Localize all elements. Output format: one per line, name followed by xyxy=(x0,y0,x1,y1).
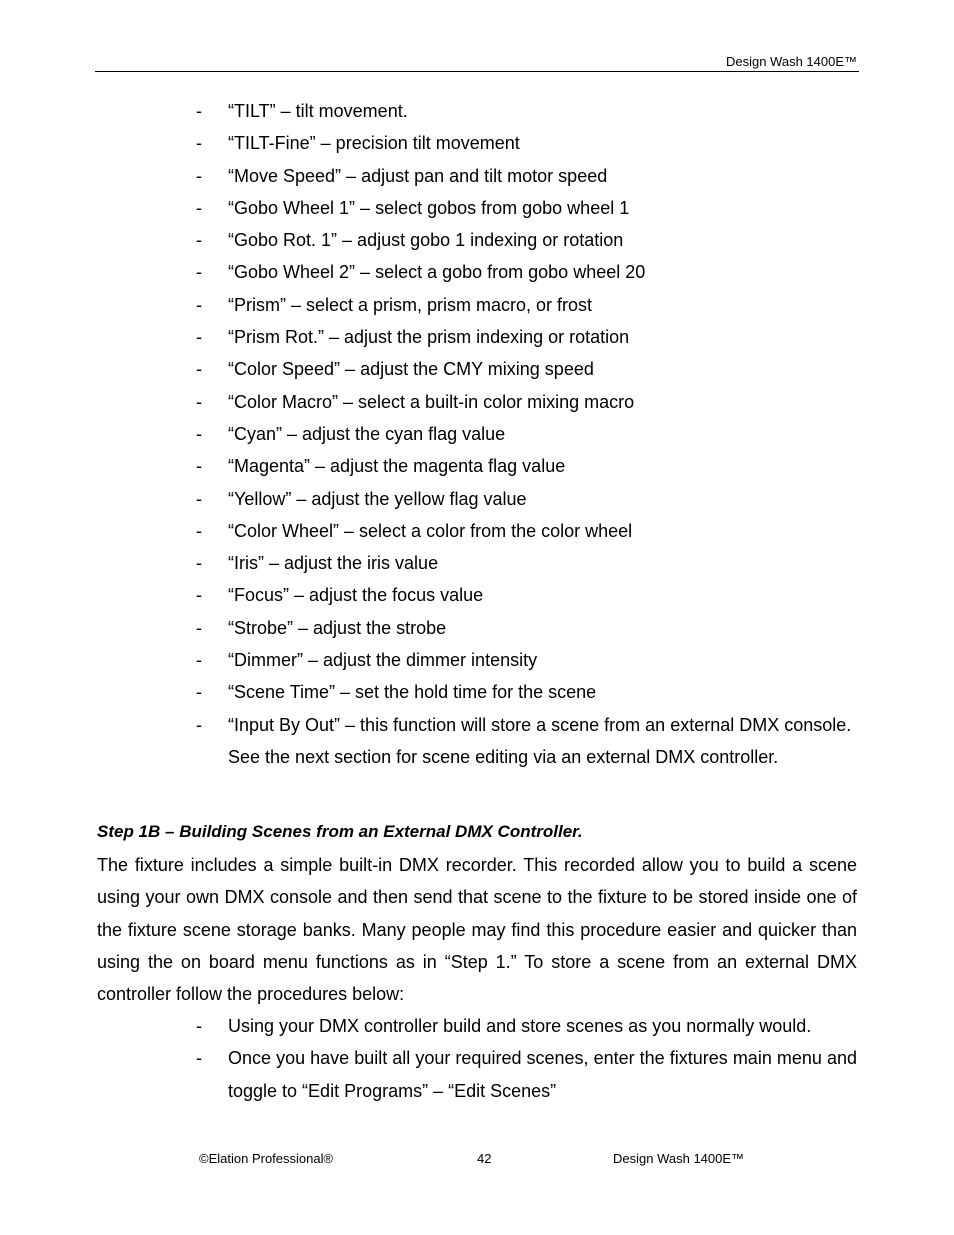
bullet-dash: - xyxy=(196,553,202,574)
list-item-text: “Scene Time” – set the hold time for the scene xyxy=(228,682,597,703)
list-item-text: “Prism” – select a prism, prism macro, or frost xyxy=(228,294,593,315)
list-item xyxy=(196,192,861,224)
list-item xyxy=(196,612,861,644)
bullet-dash: - xyxy=(196,650,202,671)
list-item xyxy=(196,127,861,159)
list-item xyxy=(196,353,861,385)
list-item-text: “Move Speed” – adjust pan and tilt motor speed xyxy=(228,165,608,186)
list-item xyxy=(196,256,861,288)
list-item xyxy=(196,644,861,676)
list-item xyxy=(196,224,861,256)
list-item-text: “Gobo Wheel 2” – select a gobo from gobo wheel 20 xyxy=(228,262,646,283)
header-rule xyxy=(95,71,859,72)
list-item-text: “Prism Rot.” – adjust the prism indexing or rotation xyxy=(228,327,630,348)
bullet-dash: - xyxy=(196,1048,202,1069)
list-item xyxy=(196,1042,857,1107)
bullet-dash: - xyxy=(196,327,202,348)
list-item-text: “Yellow” – adjust the yellow flag value xyxy=(228,488,527,509)
bullet-dash: - xyxy=(196,1016,202,1036)
list-item xyxy=(196,450,861,482)
list-item-text: Once you have built all your required scenes, enter the fixtures main menu and toggle to “Edit Programs” – “Edit Scenes” xyxy=(228,1048,857,1101)
bullet-dash: - xyxy=(196,423,202,444)
list-item xyxy=(196,676,861,708)
list-item xyxy=(196,709,861,774)
bullet-dash: - xyxy=(196,682,202,703)
list-item-text: “TILT” – tilt movement. xyxy=(228,101,408,121)
bullet-dash: - xyxy=(196,294,202,315)
bullet-dash: - xyxy=(196,617,202,638)
list-item-text: “Cyan” – adjust the cyan flag value xyxy=(228,423,506,444)
list-item xyxy=(196,1010,857,1042)
bullet-dash: - xyxy=(196,359,202,380)
bullet-dash: - xyxy=(196,133,202,154)
list-item xyxy=(196,321,861,353)
footer-product-name: Design Wash 1400E™ xyxy=(613,1151,745,1166)
list-item xyxy=(196,483,861,515)
list-item xyxy=(196,547,861,579)
list-item-text: “Strobe” – adjust the strobe xyxy=(228,617,447,638)
list-item xyxy=(196,386,861,418)
function-list xyxy=(196,95,861,773)
list-item-text: “Magenta” – adjust the magenta flag value xyxy=(228,456,566,477)
bullet-dash: - xyxy=(196,488,202,509)
footer-copyright: ©Elation Professional® xyxy=(199,1151,334,1166)
section-paragraph: The fixture includes a simple built-in DMX recorder. This recorded allow you to build a scene using your own DMX console and then send that scene to the fixture to be stored inside one of the fixture scene storage banks. Many people may find this procedure easier and quicker than using the on board menu functions as in “Step 1.” To store a scene from an external DMX controller follow the procedures below: xyxy=(97,855,857,1005)
list-item-text: “Color Wheel” – select a color from the color wheel xyxy=(228,520,633,541)
list-item xyxy=(196,579,861,611)
list-item-text: “Input By Out” – this function will store a scene from an external DMX console. See the next section for scene editing via an external DMX controller. xyxy=(228,714,852,767)
list-item-text: “Focus” – adjust the focus value xyxy=(228,585,484,606)
bullet-dash: - xyxy=(196,456,202,477)
bullet-dash: - xyxy=(196,391,202,412)
header-title: Design Wash 1400E™ xyxy=(725,54,857,69)
list-item-text: “Gobo Rot. 1” – adjust gobo 1 indexing or rotation xyxy=(228,230,624,251)
bullet-dash: - xyxy=(196,197,202,218)
list-item-text: Using your DMX controller build and store scenes as you normally would. xyxy=(228,1016,812,1036)
list-item xyxy=(196,418,861,450)
list-item-text: “Color Speed” – adjust the CMY mixing speed xyxy=(228,359,594,380)
bullet-dash: - xyxy=(196,262,202,283)
list-item xyxy=(196,95,861,127)
list-item xyxy=(196,160,861,192)
list-item xyxy=(196,515,861,547)
list-item-text: “Iris” – adjust the iris value xyxy=(228,553,439,574)
list-item xyxy=(196,289,861,321)
bullet-dash: - xyxy=(196,585,202,606)
section-heading: Step 1B – Building Scenes from an External DMX Controller. xyxy=(97,822,583,841)
list-item-text: “Dimmer” – adjust the dimmer intensity xyxy=(228,650,538,671)
bullet-dash: - xyxy=(196,165,202,186)
list-item-text: “Color Macro” – select a built-in color mixing macro xyxy=(228,391,635,412)
page-number: 42 xyxy=(477,1151,492,1166)
procedure-list xyxy=(196,1010,857,1107)
bullet-dash: - xyxy=(196,101,202,121)
list-item-text: “Gobo Wheel 1” – select gobos from gobo wheel 1 xyxy=(228,197,630,218)
bullet-dash: - xyxy=(196,714,202,735)
bullet-dash: - xyxy=(196,230,202,251)
list-item-text: “TILT-Fine” – precision tilt movement xyxy=(228,133,520,154)
bullet-dash: - xyxy=(196,520,202,541)
